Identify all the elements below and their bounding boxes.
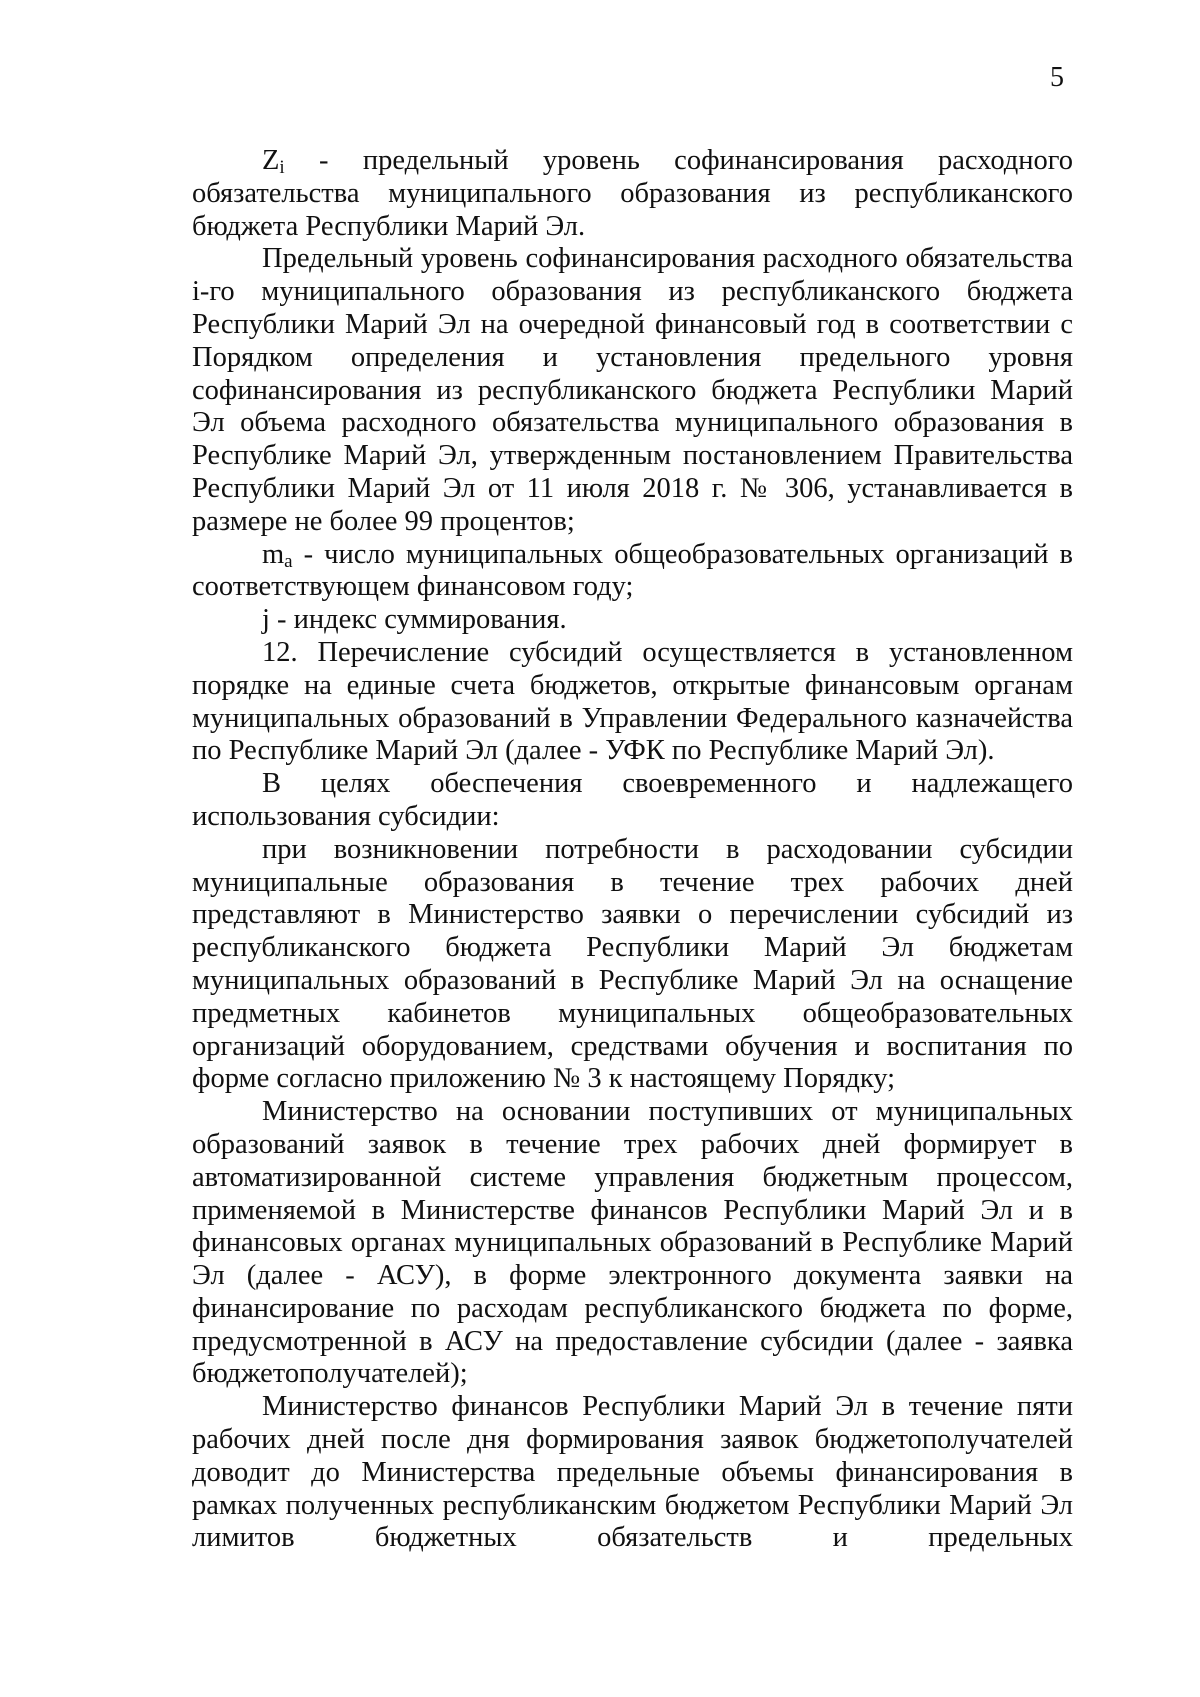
paragraph-subsidy-requests: при возникновении потребности в расходовании субсидии муниципальные образования в течение трех рабочих дней представляют в Министерство заявки о перечислении субсидий из республиканского бюджета Республики Марий Эл бюджетам муниципальных образований в Республике Марий Эл на оснащение предметных кабинетов муниципальных общеобразовательных организаций оборудованием, средствами обучения и воспитания по форме согласно приложению № 3 к настоящему Порядку; xyxy=(192,833,1073,1095)
subscript-i: i xyxy=(279,157,285,178)
paragraph-item-12: 12. Перечисление субсидий осуществляется в установленном порядке на единые счета бюджетов, открытые финансовым органам муниципальных образований в Управлении Федерального казначейства по Республике Марий Эл (далее - УФК по Республике Марий Эл). xyxy=(192,636,1073,767)
paragraph-j-definition: j - индекс суммирования. xyxy=(262,604,567,636)
symbol-z: Z xyxy=(262,145,280,176)
paragraph-text: - предельный уровень софинансирования расходного обязательства муниципального образования из республиканского бюджета Республики Марий Эл. xyxy=(192,145,1073,242)
paragraph-purpose: В целях обеспечения своевременного и надлежащего использования субсидии: xyxy=(192,768,1073,832)
subscript-a: a xyxy=(284,550,293,572)
paragraph-text: - число муниципальных общеобразовательных организаций в соответствующем финансовом году; xyxy=(192,538,1073,603)
document-body xyxy=(192,145,1073,1555)
paragraph-ministry-asu: Министерство на основании поступивших от муниципальных образований заявок в течение трех рабочих дней формирует в автоматизированной системе управления бюджетным процессом, применяемой в Министерстве финансов Республики Марий Эл и в финансовых органах муниципальных образований в Республике Марий Эл (далее - АСУ), в форме электронного документа заявки на финансирование по расходам республиканского бюджета по форме, предусмотренной в АСУ на предоставление субсидии (далее - заявка бюджетополучателей); xyxy=(192,1096,1073,1390)
paragraph-ma-definition xyxy=(192,539,1073,605)
paragraph-cofinancing-level: Предельный уровень софинансирования расходного обязательства i-го муниципального образования из республиканского бюджета Республики Марий Эл на очередной финансовый год в соответствии с Порядком определения и установления предельного уровня софинансирования из республиканского бюджета Республики Марий Эл объема расходного обязательства муниципального образования в Республике Марий Эл, утвержденным постановлением Правительства Республики Марий Эл от 11 июля 2018 г. № 306, устанавливается в размере не более 99 процентов; xyxy=(192,243,1073,537)
page-number: 5 xyxy=(1050,62,1064,93)
paragraph-zi-definition xyxy=(192,145,1073,243)
symbol-m: m xyxy=(262,538,285,570)
paragraph-ministry-finance: Министерство финансов Республики Марий Эл в течение пяти рабочих дней после дня формирования заявок бюджетополучателей доводит до Министерства предельные объемы финансирования в рамках полученных республиканским бюджетом Республики Марий Эл лимитов бюджетных обязательств и предельных xyxy=(192,1391,1073,1554)
